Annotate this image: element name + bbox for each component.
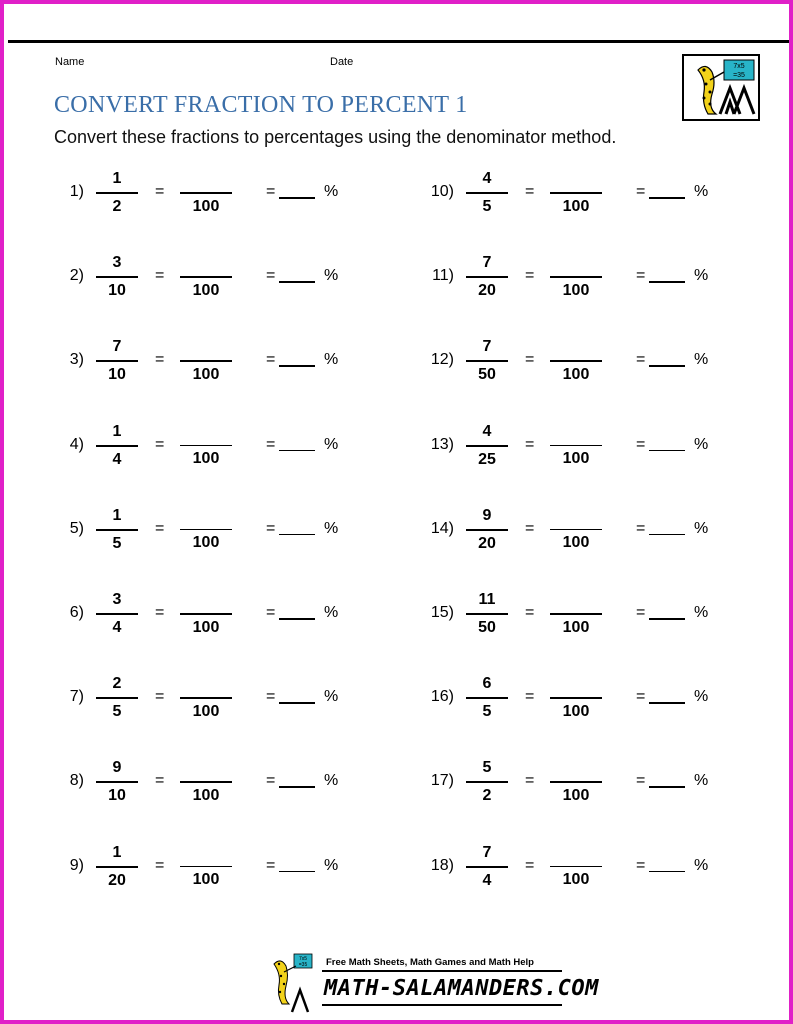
blank-fraction (180, 590, 232, 638)
blank-fraction (550, 422, 602, 470)
blank-numerator (550, 674, 602, 694)
blank-fraction (550, 843, 602, 891)
answer-blank (649, 702, 685, 704)
answer-blank (279, 281, 315, 283)
given-fraction (96, 253, 138, 301)
fraction-bar (466, 613, 508, 615)
problem-number: 12) (430, 351, 454, 369)
blank-numerator (550, 843, 602, 863)
equals-sign: = (266, 688, 276, 706)
blank-numerator (550, 337, 602, 357)
problem-item (34, 758, 364, 806)
fraction-bar (466, 697, 508, 699)
percent-sign: % (694, 351, 709, 369)
percent-sign: % (694, 435, 709, 453)
blank-numerator (180, 337, 232, 357)
hundred-denominator: 100 (192, 450, 220, 468)
problem-number: 18) (430, 856, 454, 874)
numerator: 1 (112, 170, 122, 187)
fraction-bar (550, 276, 602, 278)
hundred-denominator: 100 (562, 786, 590, 804)
answer-blank (279, 197, 315, 199)
denominator: 20 (478, 534, 496, 552)
fraction-bar (96, 276, 138, 278)
fraction-bar (180, 781, 232, 783)
given-fraction (96, 590, 138, 638)
blank-numerator (180, 674, 232, 694)
hundred-denominator: 100 (192, 534, 220, 552)
fraction-bar (550, 192, 602, 194)
numerator: 11 (478, 591, 496, 608)
answer-blank (649, 618, 685, 620)
problem-item (404, 422, 734, 470)
footer-salamander-logo (266, 952, 316, 1014)
blank-fraction (180, 253, 232, 301)
given-fraction (466, 422, 508, 470)
answer-blank (649, 871, 685, 873)
fraction-bar (96, 445, 138, 447)
given-fraction (96, 169, 138, 217)
answer-blank (279, 450, 315, 452)
hundred-denominator: 100 (562, 618, 590, 636)
equals-sign: = (155, 435, 165, 453)
equals-sign: = (155, 604, 165, 621)
numerator: 7 (482, 254, 492, 272)
hundred-denominator: 100 (562, 450, 590, 468)
hundred-denominator: 100 (192, 871, 220, 889)
blank-numerator (550, 506, 602, 526)
given-fraction (466, 674, 508, 722)
equals-sign: = (155, 519, 165, 537)
percent-sign: % (694, 856, 709, 874)
problem-number: 9) (69, 856, 84, 874)
blank-numerator (550, 758, 602, 778)
percent-sign: % (694, 519, 709, 537)
answer-blank (279, 365, 315, 367)
fraction-bar (466, 529, 508, 531)
problem-item (404, 590, 734, 638)
percent-sign: % (324, 772, 339, 790)
fraction-bar (180, 697, 232, 699)
blank-numerator (180, 422, 232, 442)
percent-sign: % (694, 688, 709, 706)
problem-item (404, 253, 734, 301)
problem-item (34, 253, 364, 301)
hundred-denominator: 100 (562, 197, 590, 215)
numerator: 3 (112, 591, 122, 608)
equals-sign: = (525, 519, 535, 537)
equals-sign: = (525, 183, 535, 200)
given-fraction (96, 422, 138, 470)
problem-item (34, 843, 364, 891)
numerator: 9 (112, 759, 122, 777)
equals-sign: = (525, 688, 535, 706)
equals-sign: = (525, 267, 535, 285)
numerator: 1 (112, 422, 122, 440)
equals-sign: = (636, 688, 646, 706)
equals-sign: = (155, 267, 165, 285)
equals-sign: = (636, 856, 646, 874)
fraction-bar (96, 697, 138, 699)
problem-item (404, 169, 734, 217)
equals-sign: = (155, 688, 165, 706)
problem-number: 16) (430, 688, 454, 706)
blank-fraction (180, 337, 232, 385)
given-fraction (96, 758, 138, 806)
logo-board-text-1: 7x5 (733, 63, 745, 70)
fraction-bar (550, 360, 602, 362)
date-label: Date (330, 56, 354, 68)
blank-fraction (180, 506, 232, 554)
fraction-bar (96, 781, 138, 783)
hundred-denominator: 100 (562, 281, 590, 299)
answer-blank (649, 281, 685, 283)
instructions: Convert these fractions to percentages using the denominator method. (54, 127, 617, 147)
answer-blank (279, 786, 315, 788)
equals-sign: = (636, 435, 646, 453)
given-fraction (96, 674, 138, 722)
top-rule (8, 40, 789, 43)
numerator: 4 (482, 170, 492, 187)
percent-sign: % (324, 183, 339, 200)
equals-sign: = (155, 351, 165, 369)
given-fraction (466, 590, 508, 638)
given-fraction (466, 506, 508, 554)
problem-number: 17) (430, 772, 454, 790)
equals-sign: = (525, 435, 535, 453)
fraction-bar (96, 192, 138, 194)
answer-blank (279, 618, 315, 620)
percent-sign: % (694, 183, 709, 200)
answer-blank (649, 786, 685, 788)
fraction-bar (96, 529, 138, 531)
salamander-logo (682, 54, 760, 121)
denominator: 25 (478, 450, 496, 468)
worksheet-title: CONVERT FRACTION TO PERCENT 1 (54, 92, 468, 118)
blank-numerator (180, 506, 232, 526)
blank-fraction (550, 253, 602, 301)
denominator: 5 (482, 198, 492, 215)
footer-rule (322, 970, 562, 972)
numerator: 1 (112, 843, 122, 861)
fraction-bar (466, 276, 508, 278)
denominator: 10 (108, 366, 126, 384)
equals-sign: = (525, 351, 535, 369)
hundred-denominator: 100 (562, 871, 590, 889)
blank-fraction (180, 422, 232, 470)
problem-item (404, 674, 734, 722)
equals-sign: = (636, 519, 646, 537)
numerator: 3 (112, 254, 122, 272)
fraction-bar (550, 529, 602, 531)
answer-blank (649, 450, 685, 452)
percent-sign: % (324, 688, 339, 706)
fraction-bar (96, 360, 138, 362)
denominator: 5 (482, 703, 492, 721)
answer-blank (279, 702, 315, 704)
problem-item (404, 506, 734, 554)
hundred-denominator: 100 (562, 534, 590, 552)
fraction-bar (550, 613, 602, 615)
denominator: 4 (112, 619, 122, 636)
fraction-bar (550, 866, 602, 868)
blank-fraction (550, 590, 602, 638)
fraction-bar (180, 360, 232, 362)
fraction-bar (180, 866, 232, 868)
equals-sign: = (266, 351, 276, 369)
footer-tagline: Free Math Sheets, Math Games and Math Help (326, 957, 534, 968)
problem-item (404, 758, 734, 806)
blank-numerator (180, 253, 232, 273)
footer-brand: MATH-SALAMANDERS.COM (324, 976, 599, 1001)
blank-numerator (180, 843, 232, 863)
equals-sign: = (266, 267, 276, 285)
equals-sign: = (636, 183, 646, 200)
answer-blank (649, 365, 685, 367)
problem-number: 11) (432, 267, 454, 285)
numerator: 1 (112, 506, 122, 524)
denominator: 10 (108, 282, 126, 300)
given-fraction (96, 506, 138, 554)
denominator: 10 (108, 787, 126, 805)
denominator: 2 (112, 198, 122, 215)
equals-sign: = (155, 856, 165, 874)
equals-sign: = (636, 351, 646, 369)
given-fraction (466, 253, 508, 301)
denominator: 5 (112, 703, 122, 721)
hundred-denominator: 100 (192, 197, 220, 215)
denominator: 20 (108, 871, 126, 889)
percent-sign: % (694, 772, 709, 790)
denominator: 20 (478, 282, 496, 300)
fraction-bar (180, 613, 232, 615)
problem-number: 10) (430, 183, 454, 200)
footer-board-text-1: 7x5 (298, 956, 308, 962)
blank-numerator (180, 758, 232, 778)
footer-rule-bottom (322, 1004, 562, 1006)
equals-sign: = (636, 772, 646, 790)
hundred-denominator: 100 (192, 618, 220, 636)
fraction-bar (466, 192, 508, 194)
percent-sign: % (324, 519, 339, 537)
problem-number: 3) (69, 351, 84, 369)
equals-sign: = (266, 604, 276, 621)
equals-sign: = (266, 856, 276, 874)
equals-sign: = (266, 435, 276, 453)
denominator: 50 (478, 619, 496, 636)
blank-numerator (550, 422, 602, 442)
hundred-denominator: 100 (192, 702, 220, 720)
problem-item (404, 337, 734, 385)
equals-sign: = (266, 772, 276, 790)
problem-number: 7) (69, 688, 84, 706)
equals-sign: = (636, 604, 646, 621)
hundred-denominator: 100 (562, 365, 590, 383)
problem-number: 13) (430, 435, 454, 453)
fraction-bar (180, 445, 232, 447)
given-fraction (466, 169, 508, 217)
fraction-bar (180, 529, 232, 531)
blank-numerator (180, 590, 232, 610)
equals-sign: = (525, 772, 535, 790)
problem-item (34, 506, 364, 554)
equals-sign: = (525, 856, 535, 874)
problem-item (34, 590, 364, 638)
fraction-bar (466, 445, 508, 447)
hundred-denominator: 100 (562, 702, 590, 720)
problem-number: 6) (69, 604, 84, 621)
blank-fraction (550, 506, 602, 554)
fraction-bar (550, 781, 602, 783)
hundred-denominator: 100 (192, 281, 220, 299)
hundred-denominator: 100 (192, 786, 220, 804)
blank-fraction (180, 674, 232, 722)
problem-number: 15) (430, 604, 454, 621)
given-fraction (466, 337, 508, 385)
fraction-bar (96, 613, 138, 615)
numerator: 7 (482, 843, 492, 861)
problem-item (404, 843, 734, 891)
given-fraction (466, 758, 508, 806)
percent-sign: % (324, 856, 339, 874)
blank-numerator (180, 169, 232, 189)
logo-board-text-2: =35 (733, 72, 745, 79)
numerator: 4 (482, 422, 492, 440)
hundred-denominator: 100 (192, 365, 220, 383)
footer-board-text-2: =35 (298, 962, 308, 968)
blank-numerator (550, 590, 602, 610)
fraction-bar (180, 276, 232, 278)
name-label: Name (55, 56, 85, 68)
answer-blank (649, 197, 685, 199)
denominator: 50 (478, 366, 496, 384)
problem-number: 1) (69, 183, 84, 200)
numerator: 5 (482, 759, 492, 777)
problem-number: 14) (430, 519, 454, 537)
denominator: 5 (112, 534, 122, 552)
answer-blank (279, 871, 315, 873)
percent-sign: % (324, 267, 339, 285)
percent-sign: % (324, 351, 339, 369)
equals-sign: = (155, 772, 165, 790)
answer-blank (649, 534, 685, 536)
numerator: 6 (482, 675, 492, 693)
numerator: 2 (112, 675, 122, 693)
blank-fraction (550, 758, 602, 806)
problem-item (34, 674, 364, 722)
fraction-bar (550, 445, 602, 447)
fraction-bar (96, 866, 138, 868)
problem-number: 4) (69, 435, 84, 453)
fraction-bar (550, 697, 602, 699)
denominator: 2 (482, 787, 492, 805)
blank-fraction (550, 674, 602, 722)
equals-sign: = (266, 183, 276, 200)
percent-sign: % (324, 435, 339, 453)
equals-sign: = (155, 183, 165, 200)
fraction-bar (466, 360, 508, 362)
numerator: 9 (482, 506, 492, 524)
given-fraction (96, 843, 138, 891)
equals-sign: = (266, 519, 276, 537)
blank-fraction (180, 758, 232, 806)
problem-number: 2) (69, 267, 84, 285)
equals-sign: = (636, 267, 646, 285)
problem-item (34, 169, 364, 217)
denominator: 4 (482, 871, 492, 889)
blank-numerator (550, 253, 602, 273)
answer-blank (279, 534, 315, 536)
numerator: 7 (482, 338, 492, 356)
given-fraction (96, 337, 138, 385)
problem-number: 5) (69, 519, 84, 537)
blank-fraction (180, 169, 232, 217)
fraction-bar (180, 192, 232, 194)
fraction-bar (466, 866, 508, 868)
numerator: 7 (112, 338, 122, 356)
blank-fraction (550, 337, 602, 385)
problem-item (34, 337, 364, 385)
blank-numerator (550, 169, 602, 189)
fraction-bar (466, 781, 508, 783)
denominator: 4 (112, 450, 122, 468)
problem-number: 8) (69, 772, 84, 790)
percent-sign: % (324, 604, 339, 621)
problem-item (34, 422, 364, 470)
given-fraction (466, 843, 508, 891)
blank-fraction (180, 843, 232, 891)
equals-sign: = (525, 604, 535, 621)
percent-sign: % (694, 604, 709, 621)
percent-sign: % (694, 267, 709, 285)
blank-fraction (550, 169, 602, 217)
